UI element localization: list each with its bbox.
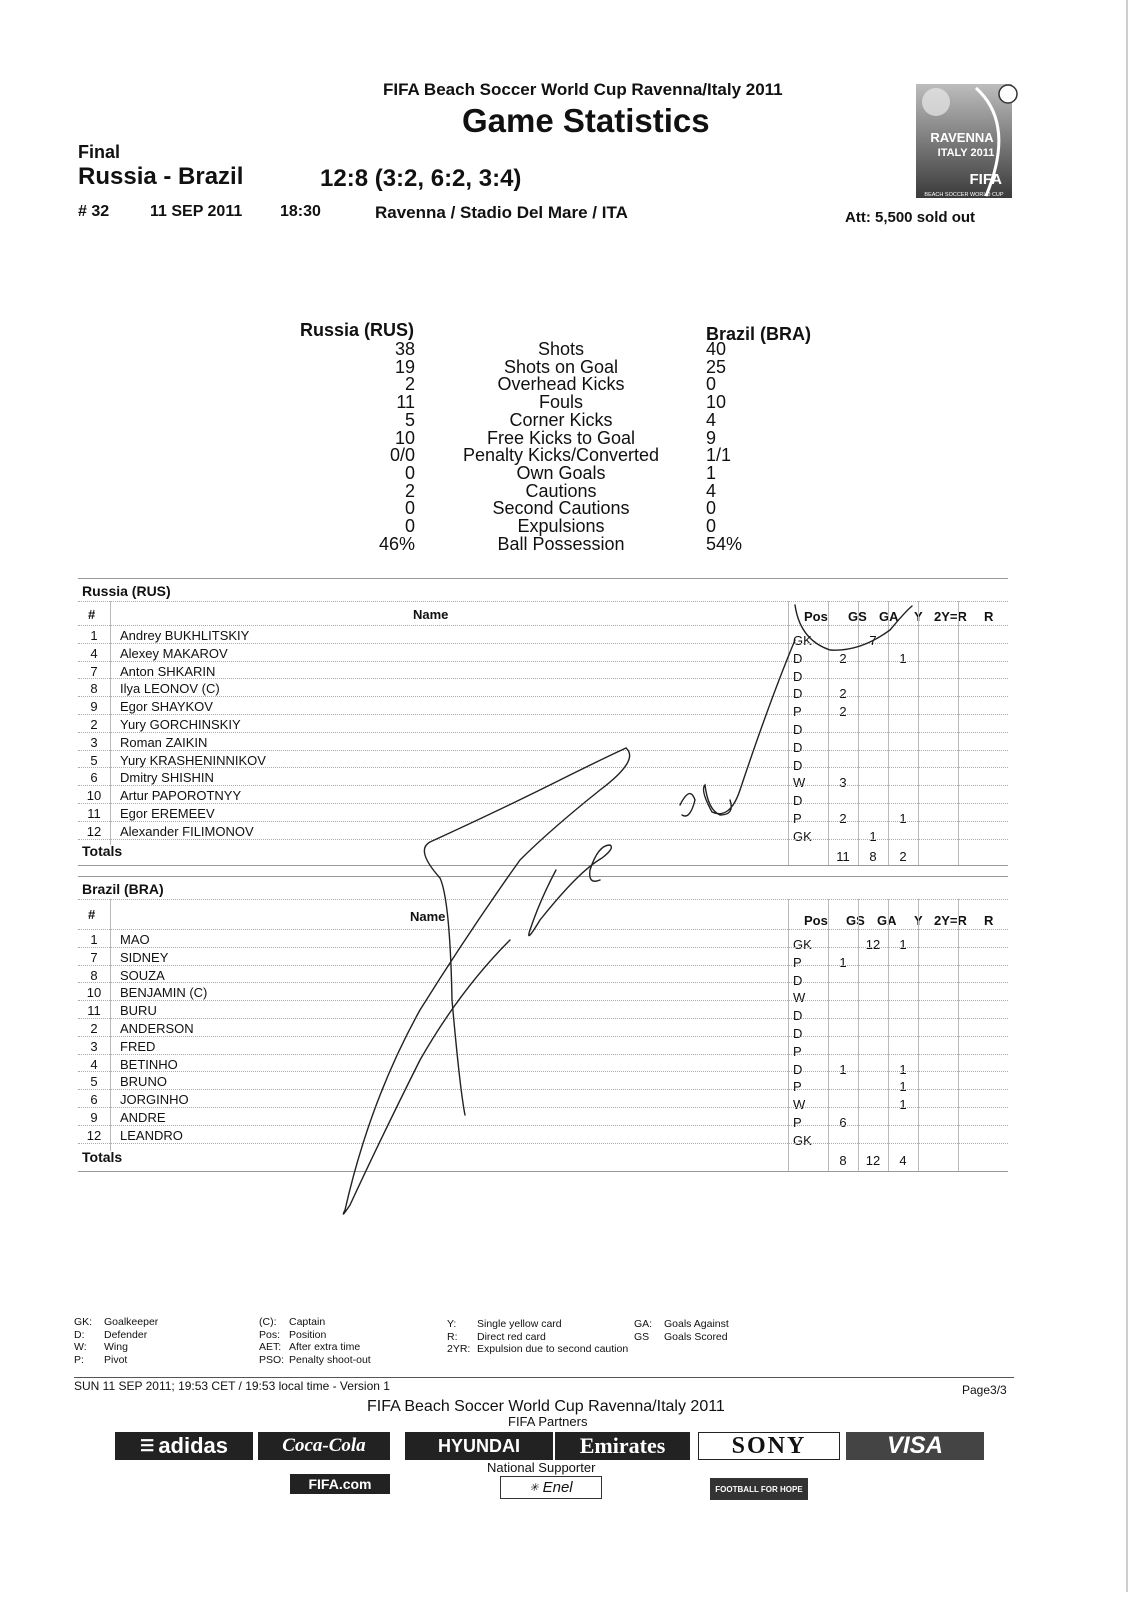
player-position: W	[793, 1097, 806, 1113]
player-position: P	[793, 954, 802, 970]
player-name: JORGINHO	[120, 1092, 189, 1108]
player-yellow-cards: 1	[899, 650, 907, 666]
stat-home-value: 0	[404, 516, 415, 536]
player-name: SIDNEY	[120, 949, 169, 965]
player-position: GK	[793, 633, 812, 648]
attendance: Att: 5,500 sold out	[845, 209, 976, 226]
player-goals-scored: 2	[839, 650, 847, 666]
fifa-com-logo: FIFA.com	[290, 1474, 390, 1494]
legend-item: D: Defender	[74, 1328, 148, 1341]
player-name: FRED	[120, 1038, 156, 1054]
stat-away-value: 4	[706, 409, 717, 430]
legend-item: R: Direct red card	[447, 1330, 546, 1343]
away-team-name: Brazil (BRA)	[82, 881, 164, 897]
home-totals-label: Totals	[82, 843, 123, 859]
col-num: #	[88, 907, 96, 922]
legend-item: P: Pivot	[74, 1353, 128, 1366]
football-for-hope-logo: FOOTBALL FOR HOPE	[710, 1478, 808, 1500]
player-position: W	[793, 990, 806, 1006]
stat-label: Shots	[537, 339, 585, 359]
national-supporter-label: National Supporter	[487, 1460, 596, 1475]
player-position: D	[793, 1008, 803, 1024]
player-position: D	[793, 739, 803, 755]
stat-label: Own Goals	[516, 462, 606, 483]
player-number: 7	[90, 663, 98, 679]
player-goals-against: 1	[869, 828, 877, 844]
legend-item: AET: After extra time	[259, 1341, 361, 1353]
legend-cards	[447, 1318, 628, 1356]
player-number: 8	[90, 681, 98, 697]
sponsor-enel: ✳ Enel	[500, 1476, 602, 1499]
legend-item: PSO: Penalty shoot-out	[259, 1353, 371, 1366]
away-totals-label: Totals	[82, 1149, 123, 1165]
footer-event: FIFA Beach Soccer World Cup Ravenna/Italy 2011	[367, 1398, 725, 1415]
stat-home-value: 2	[404, 480, 415, 501]
sponsor-sony: SONY	[698, 1432, 840, 1460]
match-number: # 32	[78, 203, 110, 220]
col-2yr: 2Y=R	[934, 913, 967, 928]
player-name: LEANDRO	[120, 1127, 183, 1143]
col-name: Name	[413, 607, 449, 622]
player-name: Artur PAPOROTNYY	[120, 788, 242, 804]
stat-home-value: 10	[394, 427, 415, 448]
player-number: 3	[90, 734, 98, 750]
player-yellow-cards: 1	[899, 1097, 907, 1113]
home-total-ga: 8	[869, 849, 877, 864]
player-name: SOUZA	[120, 967, 165, 983]
player-position: D	[793, 793, 803, 809]
sponsor-hyundai: HYUNDAI	[405, 1432, 553, 1460]
col-gs: GS	[846, 913, 865, 928]
logo-caption: BEACH SOCCER WORLD CUP	[924, 192, 1004, 198]
stat-away-value: 4	[706, 480, 717, 501]
player-position: P	[793, 1115, 802, 1130]
player-goals-scored: 3	[839, 775, 847, 791]
legend-item: GA: Goals Against	[634, 1318, 729, 1330]
match-date: 11 SEP 2011	[150, 203, 243, 220]
col-y: Y	[914, 913, 923, 928]
stat-home-value: 38	[394, 339, 415, 359]
legend-item: Pos: Position	[259, 1328, 327, 1341]
col-y: Y	[914, 609, 923, 624]
stat-home-value: 19	[394, 356, 415, 377]
logo-brand: FIFA	[969, 171, 1002, 188]
legend-item: Y: Single yellow card	[447, 1318, 562, 1330]
logo-line1: RAVENNA	[930, 130, 994, 145]
player-name: Egor EREMEEV	[120, 806, 215, 821]
stats-home-team: Russia (RUS)	[300, 320, 415, 340]
stat-away-value: 40	[706, 339, 727, 359]
player-number: 12	[86, 823, 102, 839]
stat-home-value: 46%	[378, 533, 415, 554]
legend-abbreviations	[259, 1316, 371, 1366]
player-name: Anton SHKARIN	[120, 663, 216, 679]
player-number: 2	[90, 717, 98, 732]
player-name: BURU	[120, 1003, 157, 1019]
event-name: FIFA Beach Soccer World Cup Ravenna/Italy 2011	[383, 80, 783, 99]
player-position: P	[793, 1043, 802, 1059]
player-number: 9	[90, 699, 98, 715]
col-name: Name	[410, 909, 446, 924]
player-name: Roman ZAIKIN	[120, 734, 208, 750]
player-name: Yury KRASHENINNIKOV	[120, 752, 266, 768]
player-number: 10	[86, 985, 102, 1001]
player-number: 7	[90, 949, 98, 965]
player-goals-scored: 1	[839, 1061, 847, 1077]
player-position: GK	[793, 828, 812, 844]
player-number: 4	[90, 645, 98, 661]
player-position: D	[793, 1026, 803, 1041]
player-name: BRUNO	[120, 1074, 167, 1090]
player-goals-against: 12	[865, 937, 881, 952]
player-goals-scored: 1	[839, 954, 847, 970]
stat-label: Cautions	[525, 480, 597, 501]
stat-away-value: 0	[706, 498, 717, 519]
stat-away-value: 54%	[706, 533, 743, 554]
player-number: 11	[87, 806, 101, 821]
col-2yr: 2Y=R	[934, 609, 967, 624]
sponsor-emirates: Emirates	[555, 1432, 690, 1460]
col-num: #	[88, 607, 96, 622]
player-number: 3	[90, 1038, 98, 1054]
match-stage: Final	[78, 142, 121, 162]
col-r: R	[984, 913, 994, 928]
stat-home-value: 5	[404, 409, 415, 430]
player-number: 5	[90, 1074, 98, 1090]
player-number: 11	[87, 1003, 101, 1019]
player-name: ANDRE	[120, 1110, 166, 1125]
player-position: P	[793, 1079, 802, 1095]
player-name: BENJAMIN (C)	[120, 985, 208, 1001]
enel-icon: ✳	[529, 1482, 539, 1494]
col-gs: GS	[848, 609, 867, 624]
stat-label: Fouls	[538, 392, 583, 413]
player-name: Ilya LEONOV (C)	[120, 681, 220, 697]
col-r: R	[984, 609, 994, 624]
player-position: D	[793, 722, 803, 737]
player-number: 8	[90, 967, 98, 983]
player-position: D	[793, 686, 803, 702]
away-total-ga: 12	[865, 1153, 881, 1168]
stat-home-value: 2	[404, 374, 415, 395]
legend-positions	[74, 1316, 158, 1366]
match-time: 18:30	[280, 203, 321, 220]
player-position: GK	[793, 937, 812, 952]
player-position: W	[793, 775, 806, 791]
player-name: MAO	[120, 932, 150, 947]
legend-item: W: Wing	[74, 1341, 128, 1353]
stats-away-team: Brazil (BRA)	[706, 324, 812, 344]
player-number: 6	[90, 770, 98, 786]
stat-away-value: 25	[706, 356, 727, 377]
stat-label: Second Cautions	[492, 498, 630, 519]
player-goals-scored: 2	[839, 686, 847, 702]
player-name: Andrey BUKHLITSKIY	[120, 628, 250, 643]
stat-label: Shots on Goal	[503, 356, 619, 377]
player-goals-scored: 2	[839, 811, 847, 826]
col-ga: GA	[877, 913, 897, 928]
sponsor-visa: VISA	[846, 1432, 984, 1460]
page-number: Page3/3	[962, 1383, 1007, 1397]
player-goals-against: 7	[869, 633, 877, 648]
player-position: D	[793, 757, 803, 773]
col-ga: GA	[879, 609, 899, 624]
stat-away-value: 0	[706, 516, 717, 536]
player-name: Yury GORCHINSKIY	[120, 717, 241, 732]
player-position: P	[793, 811, 802, 826]
player-position: P	[793, 704, 802, 720]
player-name: Dmitry SHISHIN	[120, 770, 214, 786]
player-number: 9	[90, 1110, 98, 1125]
player-number: 5	[90, 752, 98, 768]
home-total-gs: 11	[836, 849, 850, 864]
home-total-y: 2	[899, 849, 907, 864]
print-timestamp: SUN 11 SEP 2011; 19:53 CET / 19:53 local time - Version 1	[74, 1379, 390, 1393]
sponsor-coca-cola: Coca-Cola	[258, 1432, 390, 1460]
player-goals-scored: 2	[839, 704, 847, 720]
player-position: D	[793, 972, 803, 988]
stat-label: Overhead Kicks	[497, 374, 625, 395]
away-total-gs: 8	[839, 1153, 847, 1168]
stat-away-value: 1/1	[706, 445, 732, 466]
col-pos: Pos	[804, 913, 828, 928]
stat-home-value: 11	[396, 392, 415, 413]
player-name: Egor SHAYKOV	[120, 699, 213, 715]
legend-goals	[634, 1318, 729, 1343]
stat-home-value: 0	[404, 462, 415, 483]
logo-line2: ITALY 2011	[937, 147, 995, 159]
home-team-name: Russia (RUS)	[82, 583, 171, 599]
legend-item: (C): Captain	[259, 1316, 326, 1328]
legend-item: GS Goals Scored	[634, 1330, 728, 1343]
col-pos: Pos	[804, 609, 828, 624]
player-name: Alexey MAKAROV	[120, 645, 228, 661]
player-goals-scored: 6	[839, 1115, 847, 1130]
player-number: 12	[86, 1127, 102, 1143]
player-position: D	[793, 650, 803, 666]
stat-label: Ball Possession	[497, 533, 625, 554]
match-teams: Russia - Brazil	[78, 163, 244, 190]
stat-away-value: 0	[706, 374, 717, 395]
match-venue: Ravenna / Stadio Del Mare / ITA	[375, 203, 628, 222]
stat-away-value: 9	[706, 427, 717, 448]
legend-item: GK: Goalkeeper	[74, 1316, 159, 1328]
player-position: GK	[793, 1132, 812, 1148]
player-number: 1	[90, 628, 98, 643]
player-yellow-cards: 1	[899, 1061, 907, 1077]
player-number: 10	[86, 788, 102, 804]
stat-home-value: 0/0	[389, 445, 415, 466]
player-position: D	[793, 1061, 803, 1077]
player-name: ANDERSON	[120, 1021, 194, 1036]
stat-label: Penalty Kicks/Converted	[462, 445, 660, 466]
stat-label: Corner Kicks	[509, 409, 613, 430]
player-yellow-cards: 1	[899, 937, 907, 952]
player-yellow-cards: 1	[899, 1079, 907, 1095]
page-title: Game Statistics	[462, 102, 710, 139]
player-number: 2	[90, 1021, 98, 1036]
stat-away-value: 1	[706, 462, 717, 483]
stat-away-value: 10	[706, 392, 727, 413]
stat-home-value: 0	[404, 498, 415, 519]
stat-label: Expulsions	[517, 516, 605, 536]
player-number: 4	[90, 1056, 98, 1072]
player-number: 6	[90, 1092, 98, 1108]
player-number: 1	[90, 932, 98, 947]
partners-label: FIFA Partners	[508, 1414, 588, 1429]
player-yellow-cards: 1	[899, 811, 907, 826]
match-score: 12:8 (3:2, 6:2, 3:4)	[320, 165, 522, 192]
sponsor-adidas: ☰ adidas	[115, 1432, 253, 1460]
footer-rule	[74, 1377, 1014, 1378]
player-position: D	[793, 668, 803, 684]
stat-label: Free Kicks to Goal	[486, 427, 636, 448]
player-name: BETINHO	[120, 1056, 178, 1072]
away-total-y: 4	[899, 1153, 907, 1168]
player-name: Alexander FILIMONOV	[120, 823, 254, 839]
legend-item: 2YR: Expulsion due to second caution	[447, 1343, 629, 1355]
